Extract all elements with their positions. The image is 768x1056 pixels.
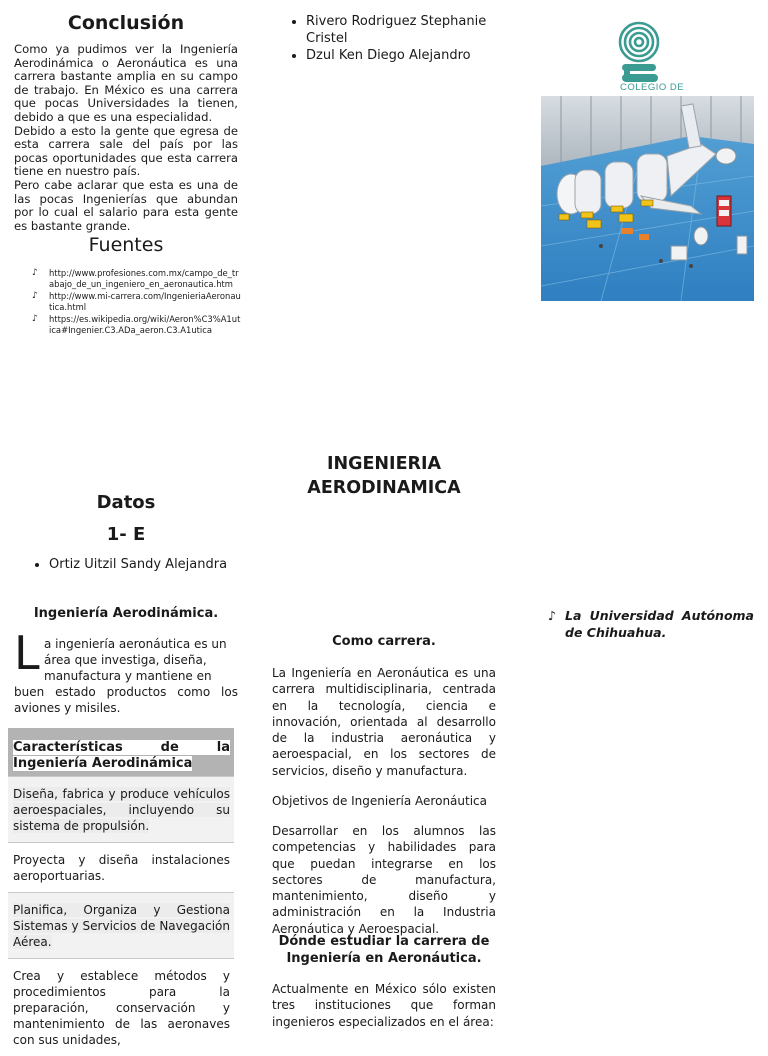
body-paragraph: La Ingeniería en Aeronáutica es una carrera multidisciplinaria, centrada en la tecnología, ciencia e innovación, orientada al desarrollo de la industria aeronáutica y aeroespacial, en los sectores de servicios, diseño y manufactura.: [272, 666, 496, 778]
body-paragraph: Actualmente en México sólo existen tres instituciones que forman ingenieros especializados en el área:: [272, 982, 496, 1029]
fuentes-link[interactable]: https://es.wikipedia.org/wiki/Aeron%C3%A1utica#Ingenier.C3.ADa_aeron.C3.A1utica: [49, 314, 241, 335]
conclusion-paragraph: Pero cabe aclarar que esta es una de las pocas Ingenierías que abundan por lo cual el salario para esta gente es bastante grande.: [14, 177, 238, 233]
author-item: • Dzul Ken Diego Alejandro: [306, 47, 516, 64]
table-cell: Proyecta y diseña instalaciones aeroportuarias.: [13, 853, 230, 883]
table-header: [8, 728, 234, 776]
section-heading: Ingeniería Aerodinámica.: [33, 606, 219, 621]
logo-caption: COLEGIO DE: [620, 82, 685, 93]
conclusion-body: [14, 43, 238, 233]
author-item: • Rivero Rodriguez Stephanie Cristel: [306, 13, 516, 47]
authors-top-list: [288, 13, 516, 64]
table-row: [8, 958, 234, 1056]
fuentes-link[interactable]: http://www.mi-carrera.com/IngenieriaAeronautica.html: [49, 291, 241, 312]
fuentes-item: [32, 291, 242, 312]
university-item: [548, 607, 754, 641]
table-header-text: Características de la Ingeniería Aerodinámica: [13, 740, 230, 771]
body-paragraph: Objetivos de Ingeniería Aeronáutica: [272, 794, 487, 808]
main-title: [284, 452, 484, 500]
table-cell: Crea y establece métodos y procedimientos para la preparación, conservación y mantenimiento de las aeronaves con sus unidades,: [13, 969, 230, 1047]
music-note-icon: ♪: [32, 291, 38, 302]
fuentes-link[interactable]: http://www.profesiones.com.mx/campo_de_trabajo_de_un_ingeniero_en_aeronautica.htm: [49, 268, 239, 289]
table-row: [8, 776, 234, 842]
group-label: 1- E: [106, 524, 146, 545]
intro-line: buen estado productos como los aviones y misiles.: [14, 685, 238, 715]
datos-title: Datos: [96, 492, 156, 513]
main-title-line: INGENIERIA: [326, 454, 442, 474]
university-name: La Universidad Autónoma de Chihuahua.: [565, 608, 754, 640]
table-cell: Planifica, Organiza y Gestiona Sistemas y Servicios de Navegación Aérea.: [13, 903, 230, 949]
section-heading: Como carrera.: [332, 634, 436, 649]
conclusion-paragraph: Como ya pudimos ver la Ingeniería Aerodinámica o Aeronáutica es una carrera bastante amplia en su campo de trabajo. En México es una carrera que pocas Universidades la tienen, debido a que es una especialidad.: [14, 42, 238, 124]
intro-line: área que investiga, diseña,: [44, 653, 207, 667]
intro-line: manufactura y mantiene en: [44, 669, 212, 683]
authors-bottom-list: [32, 556, 269, 573]
fuentes-list: [32, 268, 242, 338]
music-note-icon: ♪: [32, 314, 38, 325]
music-note-icon: ♪: [548, 608, 556, 623]
body-paragraph: Desarrollar en los alumnos las competencias y habilidades para que puedan integrarse en los sectores de manufactura, mantenimiento, diseño y administración en la Industria Aeronáutica y Aeroespacial.: [272, 824, 496, 936]
intro-paragraph: [14, 636, 238, 716]
conclusion-title: Conclusión: [67, 12, 185, 34]
table-row: [8, 892, 234, 958]
fuentes-title: Fuentes: [88, 234, 164, 256]
drop-cap: L: [14, 626, 40, 680]
music-note-icon: ♪: [32, 268, 38, 278]
intro-line: a ingeniería aeronáutica es un: [44, 637, 227, 651]
table-row: [8, 842, 234, 892]
author-item: • Ortiz Uitzil Sandy Alejandra: [49, 556, 269, 573]
fuentes-item: [32, 268, 242, 289]
characteristics-table: [8, 728, 234, 1056]
table-cell: Diseña, fabrica y produce vehículos aeroespaciales, incluyendo su sistema de propulsión.: [13, 787, 230, 833]
main-title-line: AERODINAMICA: [307, 478, 461, 498]
section-heading: Dónde estudiar la carrera de Ingeniería en Aeronáutica.: [278, 934, 490, 966]
fuentes-item: [32, 314, 242, 335]
aircraft-hangar-illustration: [541, 96, 754, 301]
conclusion-paragraph: Debido a esto la gente que egresa de esta carrera sale del país por las pocas oportunidades que esta carrera tiene en nuestro país.: [14, 123, 238, 179]
